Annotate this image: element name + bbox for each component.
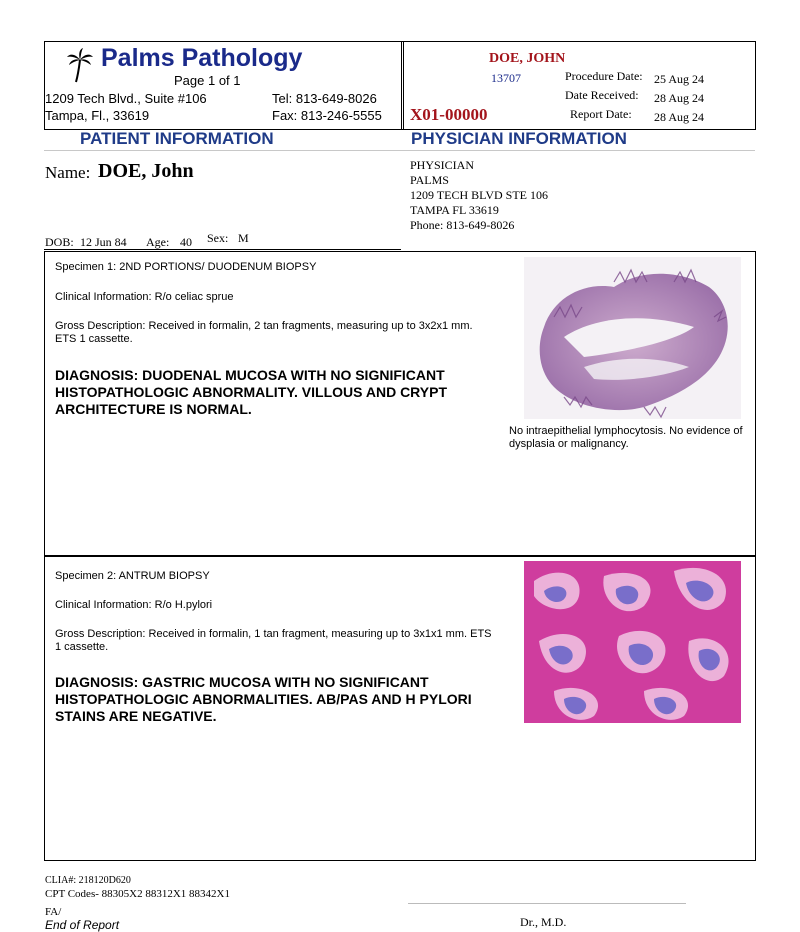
clia-number: CLIA#: 218120D620 (45, 875, 131, 886)
physician-line4: TAMPA FL 33619 (410, 203, 499, 217)
lab-tel: Tel: 813-649-8026 (272, 91, 377, 106)
physician-line3: 1209 TECH BLVD STE 106 (410, 188, 549, 202)
physician-line1: PHYSICIAN (410, 158, 475, 172)
specimen-1-clinical: Clinical Information: R/o celiac sprue (55, 291, 234, 303)
pathologist-initials: FA/ (45, 906, 62, 918)
patient-info-heading: PATIENT INFORMATION (80, 129, 274, 148)
specimen-2-diagnosis: DIAGNOSIS: GASTRIC MUCOSA WITH NO SIGNIFICANT HISTOPATHOLOGIC ABNORMALITIES. AB/PAS AND H PYLORI STAINS ARE NEGATIVE. (55, 674, 472, 724)
physician-info-heading: PHYSICIAN INFORMATION (411, 129, 627, 148)
specimen-2-clinical: Clinical Information: R/o H.pylori (55, 599, 213, 611)
procedure-date-value: 25 Aug 24 (654, 72, 705, 86)
patient-name-header: DOE, JOHN (489, 51, 566, 66)
physician-block (410, 158, 548, 233)
specimen-1-title: Specimen 1: 2ND PORTIONS/ DUODENUM BIOPSY (55, 261, 317, 273)
specimen-2-gross: Gross Description: Received in formalin, 1 tan fragment, measuring up to 3x1x1 mm. ETS 1 cassette. (55, 628, 492, 653)
physician-line2: PALMS (410, 173, 449, 187)
specimen-1-caption: No intraepithelial lymphocytosis. No evidence of dysplasia or malignancy. (509, 425, 743, 450)
palm-tree-icon (66, 48, 94, 84)
signature-line (408, 903, 686, 904)
date-received-label: Date Received: (565, 88, 639, 102)
specimen-2-micrograph (524, 561, 741, 723)
signature-name: Dr., M.D. (520, 915, 567, 929)
specimen-2-title: Specimen 2: ANTRUM BIOPSY (55, 570, 210, 582)
physician-line5: Phone: 813-649-8026 (410, 218, 515, 232)
procedure-date-label: Procedure Date: (565, 69, 643, 83)
date-received-value: 28 Aug 24 (654, 91, 705, 105)
sex-label: Sex: (207, 231, 229, 245)
report-date-label: Report Date: (570, 107, 632, 121)
dob-label: DOB: (45, 235, 74, 249)
patient-name-value: DOE, John (98, 160, 194, 182)
specimen-1-gross: Gross Description: Received in formalin, 2 tan fragments, measuring up to 3x2x1 mm. ETS 1 cassette. (55, 320, 473, 345)
specimen-1-diagnosis: DIAGNOSIS: DUODENAL MUCOSA WITH NO SIGNIFICANT HISTOPATHOLOGIC ABNORMALITY. VILLOUS AND CRYPT ARCHITECTURE IS NORMAL. (55, 367, 447, 417)
patient-name-label: Name: (45, 163, 91, 182)
lab-fax: Fax: 813-246-5555 (272, 108, 382, 123)
age-label: Age: (146, 235, 170, 249)
report-date-value: 28 Aug 24 (654, 110, 705, 124)
specimen-1-micrograph (524, 257, 741, 419)
patient-id: 13707 (491, 71, 521, 85)
lab-address-line2: Tampa, Fl., 33619 (45, 108, 150, 123)
dob-underline (44, 249, 401, 250)
sex-value: M (238, 231, 249, 245)
cpt-codes: CPT Codes- 88305X2 88312X1 88342X1 (45, 888, 230, 900)
dob-value: 12 Jun 84 (80, 235, 127, 249)
page-count: Page 1 of 1 (174, 73, 241, 88)
lab-name: Palms Pathology (101, 44, 303, 72)
lab-address-line1: 1209 Tech Blvd., Suite #106 (45, 91, 207, 106)
section-divider (44, 150, 755, 151)
end-of-report: End of Report (45, 918, 120, 932)
age-value: 40 (180, 235, 192, 249)
accession-number: X01-00000 (410, 105, 488, 124)
